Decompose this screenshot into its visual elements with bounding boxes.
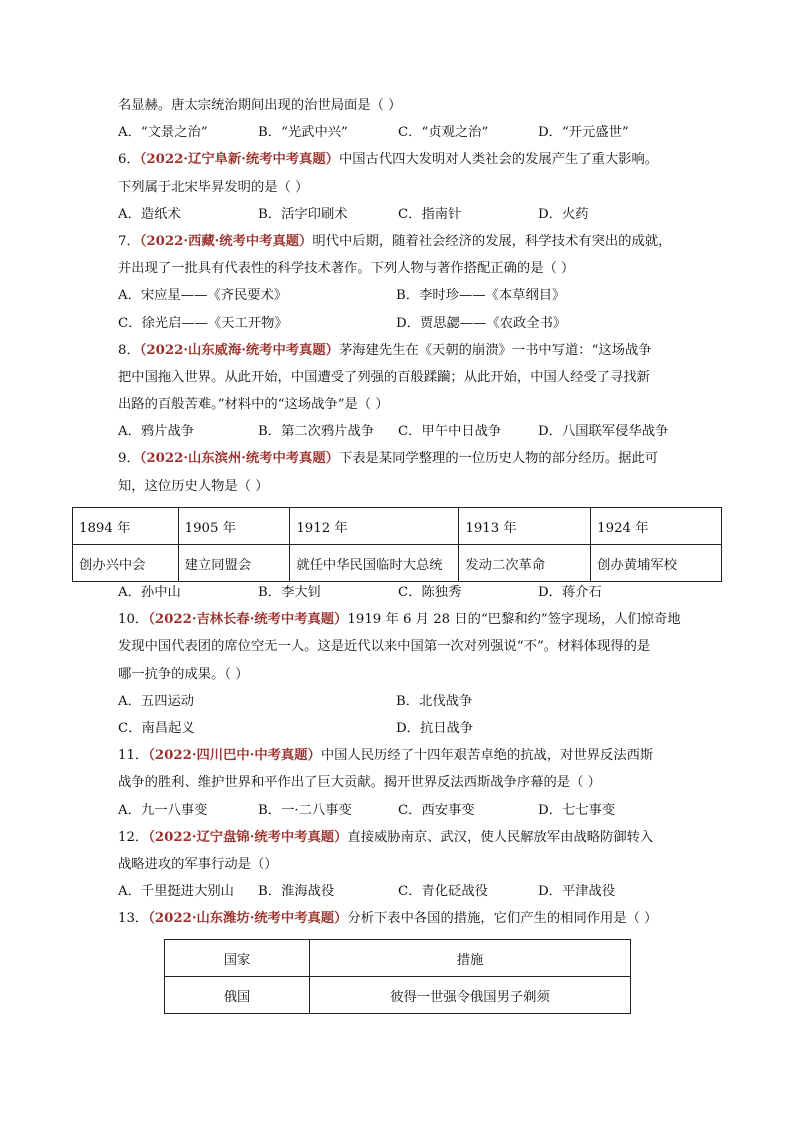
table-header: 国家 bbox=[165, 940, 310, 977]
q7-options-row2 bbox=[118, 310, 678, 337]
option-b[interactable]: B．一·二八事变 bbox=[258, 802, 352, 818]
table-row bbox=[73, 545, 722, 582]
table-cell: 1912 年 bbox=[290, 508, 459, 545]
q8-source: （2022·山东威海·统考中考真题） bbox=[139, 342, 339, 358]
q10-stem bbox=[118, 606, 681, 633]
table-cell: 俄国 bbox=[165, 977, 310, 1014]
option-c[interactable]: C．青化砭战役 bbox=[398, 884, 488, 900]
q10-source: （2022·吉林长春·统考中考真题） bbox=[148, 612, 348, 628]
q11-source: （2022·四川巴中·中考真题） bbox=[148, 748, 321, 764]
option-d[interactable]: D．七七事变 bbox=[538, 802, 616, 818]
table-cell: 创办兴中会 bbox=[73, 545, 179, 582]
option-d[interactable]: D．蒋介石 bbox=[538, 585, 602, 600]
option-a[interactable]: A．造纸术 bbox=[118, 206, 181, 222]
q12-source: （2022·辽宁盘锦·统考中考真题） bbox=[148, 829, 348, 845]
q7-line2: 并出现了一批具有代表性的科学技术著作。下列人物与著作搭配正确的是（ ） bbox=[118, 261, 575, 277]
q5-text: 名显赫。唐太宗统治期间出现的治世局面是（ ） bbox=[118, 98, 402, 113]
q12-line2: 战略进攻的军事行动是（） bbox=[118, 856, 278, 872]
q13-line1: 分析下表中各国的措施，它们产生的相同作用是（ ） bbox=[347, 911, 658, 927]
option-a[interactable]: A．鸦片战争 bbox=[118, 424, 195, 440]
q7-stem bbox=[118, 228, 678, 255]
option-a[interactable]: A．宋应星——《齐民要术》 bbox=[118, 288, 288, 304]
option-c[interactable]: C．甲午中日战争 bbox=[398, 424, 502, 440]
q13-stem bbox=[118, 905, 678, 932]
q12-options bbox=[118, 878, 678, 905]
table-cell: 1924 年 bbox=[591, 508, 722, 545]
q11-number: 11． bbox=[118, 748, 149, 764]
q7-options-row1 bbox=[118, 282, 678, 309]
q10-options-row2 bbox=[118, 715, 678, 742]
q10-line2: 发现中国代表团的席位空无一人。这是近代以来中国第一次对列强说“不”。材料体现得的是 bbox=[118, 639, 651, 655]
q13-measures-table bbox=[164, 939, 631, 1014]
option-b[interactable]: B．李大钊 bbox=[258, 585, 321, 600]
q7-line1: 明代中后期，随着社会经济的发展，科学技术有突出的成就， bbox=[312, 233, 672, 249]
option-d[interactable]: D．八国联军侵华战争 bbox=[538, 424, 669, 440]
q9-line2: 知，这位历史人物是（ ） bbox=[118, 478, 269, 494]
q8-line1: 茅海建先生在《天朝的崩溃》一书中写道：“这场战争 bbox=[338, 342, 652, 358]
option-a[interactable]: A．九一八事变 bbox=[118, 802, 208, 818]
option-c[interactable]: C．指南针 bbox=[398, 206, 462, 222]
q10-options-row1 bbox=[118, 688, 678, 715]
q11-options bbox=[118, 797, 678, 824]
option-c[interactable]: C．徐光启——《天工开物》 bbox=[118, 315, 288, 331]
option-b[interactable]: B．活字印刷术 bbox=[258, 206, 348, 222]
table-cell: 1913 年 bbox=[459, 508, 591, 545]
table-cell: 彼得一世强令俄国男子剃须 bbox=[310, 977, 631, 1014]
q13-number: 13． bbox=[118, 911, 149, 927]
option-a[interactable]: A．千里挺进大别山 bbox=[118, 884, 234, 900]
q12-line1: 直接威胁南京、武汉，使人民解放军由战略防御转入 bbox=[347, 829, 654, 845]
q8-options bbox=[118, 418, 678, 445]
q8-stem bbox=[118, 337, 678, 364]
q9-line1: 下表是某同学整理的一位历史人物的部分经历。据此可 bbox=[338, 451, 659, 467]
option-c[interactable]: C．西安事变 bbox=[398, 802, 475, 818]
table-row bbox=[165, 977, 631, 1014]
option-d[interactable]: D．抗日战争 bbox=[396, 720, 474, 736]
option-b[interactable]: B．李时珍——《本草纲目》 bbox=[396, 288, 566, 304]
q6-source: （2022·辽宁阜新·统考中考真题） bbox=[139, 152, 339, 168]
option-d[interactable]: D．贾思勰——《农政全书》 bbox=[396, 315, 567, 331]
table-row bbox=[73, 508, 722, 545]
q7-source: （2022·西藏·统考中考真题） bbox=[139, 233, 313, 249]
option-c[interactable]: C．陈独秀 bbox=[398, 585, 462, 600]
table-cell: 就任中华民国临时大总统 bbox=[290, 545, 459, 582]
q9-stem bbox=[118, 445, 678, 472]
option-d[interactable]: D．火药 bbox=[538, 206, 589, 222]
question-page-lower bbox=[118, 579, 681, 932]
option-c[interactable]: C．南昌起义 bbox=[118, 720, 195, 736]
q9-options bbox=[118, 579, 678, 606]
q8-line2: 把中国拖入世界。从此开始，中国遭受了列强的百般蹂躏；从此开始，中国人经受了寻找新 bbox=[118, 369, 650, 385]
q11-line2: 战争的胜利、维护世界和平作出了巨大贡献。揭开世界反法西斯战争序幕的是（ ） bbox=[118, 775, 601, 791]
table-row bbox=[165, 940, 631, 977]
q5-options bbox=[118, 119, 678, 146]
q9-source: （2022·山东滨州·统考中考真题） bbox=[139, 451, 339, 467]
q11-line1: 中国人民历经了十四年艰苦卓绝的抗战，对世界反法西斯 bbox=[320, 748, 654, 764]
q6-line2: 下列属于北宋毕昇发明的是（ ） bbox=[118, 179, 309, 195]
q10-line3: 哪一抗争的成果。（ ） bbox=[118, 666, 249, 682]
q9-number: 9． bbox=[118, 451, 140, 467]
q6-options bbox=[118, 201, 678, 228]
q8-number: 8． bbox=[118, 342, 140, 358]
option-a[interactable]: A．“文景之治” bbox=[118, 125, 208, 141]
q11-stem bbox=[118, 742, 678, 769]
option-b[interactable]: B．北伐战争 bbox=[396, 693, 473, 709]
option-b[interactable]: B．第二次鸦片战争 bbox=[258, 424, 375, 440]
option-d[interactable]: D．“开元盛世” bbox=[538, 125, 629, 141]
q10-number: 10． bbox=[118, 612, 149, 628]
table-cell: 1894 年 bbox=[73, 508, 179, 545]
q12-stem bbox=[118, 824, 678, 851]
q8-line3: 出路的百般苦难。”材料中的“这场战争”是（ ） bbox=[118, 397, 389, 413]
q12-number: 12． bbox=[118, 829, 149, 845]
table-header: 措施 bbox=[310, 940, 631, 977]
option-c[interactable]: C．“贞观之治” bbox=[398, 125, 489, 141]
q10-line1: 1919 年 6 月 28 日的“巴黎和约”签字现场，人们惊奇地 bbox=[347, 612, 681, 628]
q7-number: 7． bbox=[118, 233, 140, 249]
option-a[interactable]: A．五四运动 bbox=[118, 693, 195, 709]
q6-stem bbox=[118, 146, 678, 173]
table-cell: 1905 年 bbox=[178, 508, 290, 545]
option-b[interactable]: B．“光武中兴” bbox=[258, 125, 348, 141]
option-a[interactable]: A．孙中山 bbox=[118, 585, 181, 600]
question-page bbox=[118, 92, 678, 500]
option-d[interactable]: D．平津战役 bbox=[538, 884, 616, 900]
table-cell: 建立同盟会 bbox=[178, 545, 290, 582]
q9-timeline-table bbox=[72, 507, 722, 582]
table-cell: 创办黄埔军校 bbox=[591, 545, 722, 582]
option-b[interactable]: B．淮海战役 bbox=[258, 884, 335, 900]
q13-source: （2022·山东潍坊·统考中考真题） bbox=[148, 911, 348, 927]
q6-line1: 中国古代四大发明对人类社会的发展产生了重大影响。 bbox=[338, 152, 659, 168]
q6-number: 6． bbox=[118, 152, 140, 168]
table-cell: 发动二次革命 bbox=[459, 545, 591, 582]
